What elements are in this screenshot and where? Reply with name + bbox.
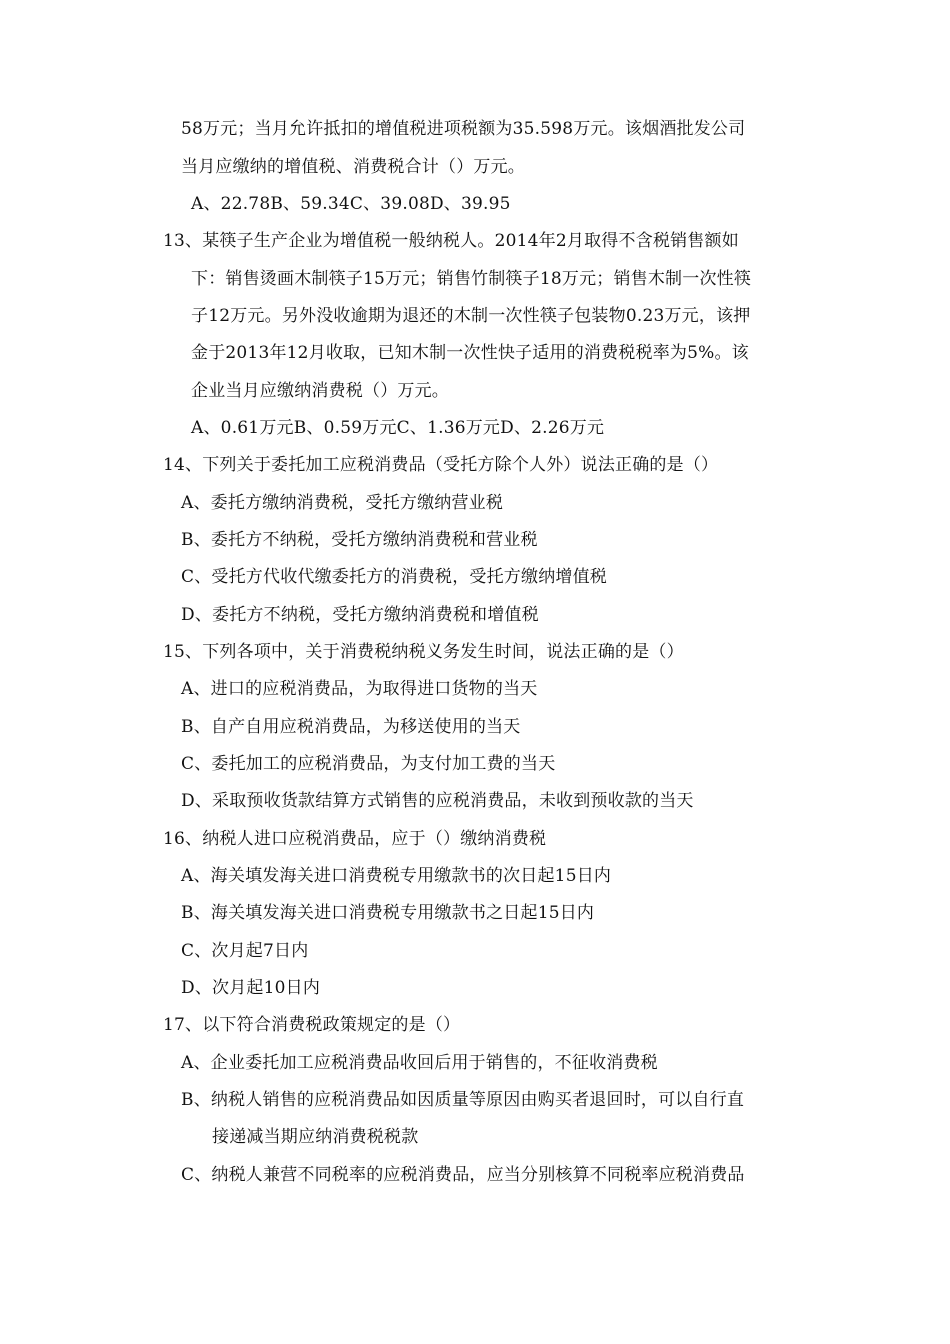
q16-option-a: A、海关填发海关进口消费税专用缴款书的次日起15日内 bbox=[181, 866, 612, 886]
q14-option-b: B、委托方不纳税，受托方缴纳消费税和营业税 bbox=[181, 530, 538, 550]
q14-option-d: D、委托方不纳税，受托方缴纳消费税和增值税 bbox=[181, 605, 539, 625]
q13-stem-line-1: 13、某筷子生产企业为增值税一般纳税人。2014年2月取得不含税销售额如 bbox=[163, 231, 739, 251]
q13-stem-line-4: 金于2013年12月收取，已知木制一次性快子适用的消费税税率为5%。该 bbox=[191, 343, 749, 363]
q17-stem: 17、以下符合消费税政策规定的是（） bbox=[163, 1015, 461, 1035]
q17-option-c: C、纳税人兼营不同税率的应税消费品，应当分别核算不同税率应税消费品 bbox=[181, 1165, 745, 1185]
q12-text-line-1: 58万元；当月允许抵扣的增值税进项税额为35.598万元。该烟酒批发公司 bbox=[181, 119, 746, 139]
q16-stem: 16、纳税人进口应税消费品，应于（）缴纳消费税 bbox=[163, 829, 547, 849]
q13-stem-line-3: 子12万元。另外没收逾期为退还的木制一次性筷子包装物0.23万元，该押 bbox=[191, 306, 751, 326]
q13-stem-line-2: 下：销售烫画木制筷子15万元；销售竹制筷子18万元；销售木制一次性筷 bbox=[191, 269, 752, 289]
q15-option-c: C、委托加工的应税消费品，为支付加工费的当天 bbox=[181, 754, 556, 774]
q17-option-b-line-2: 接递减当期应纳消费税税款 bbox=[212, 1127, 419, 1147]
q16-option-d: D、次月起10日内 bbox=[181, 978, 321, 998]
q17-option-b-line-1: B、纳税人销售的应税消费品如因质量等原因由购买者退回时，可以自行直 bbox=[181, 1090, 745, 1110]
q14-option-c: C、受托方代收代缴委托方的消费税，受托方缴纳增值税 bbox=[181, 567, 608, 587]
q13-options: A、0.61万元B、0.59万元C、1.36万元D、2.26万元 bbox=[191, 418, 605, 438]
q15-option-d: D、采取预收货款结算方式销售的应税消费品，未收到预收款的当天 bbox=[181, 791, 694, 811]
q16-option-c: C、次月起7日内 bbox=[181, 941, 309, 961]
q17-option-a: A、企业委托加工应税消费品收回后用于销售的，不征收消费税 bbox=[181, 1053, 658, 1073]
q12-options: A、22.78B、59.34C、39.08D、39.95 bbox=[191, 194, 511, 214]
q14-option-a: A、委托方缴纳消费税，受托方缴纳营业税 bbox=[181, 493, 504, 513]
q16-option-b: B、海关填发海关进口消费税专用缴款书之日起15日内 bbox=[181, 903, 595, 923]
q15-option-a: A、进口的应税消费品，为取得进口货物的当天 bbox=[181, 679, 538, 699]
q15-option-b: B、自产自用应税消费品，为移送使用的当天 bbox=[181, 717, 521, 737]
q14-stem: 14、下列关于委托加工应税消费品（受托方除个人外）说法正确的是（） bbox=[163, 455, 719, 475]
q15-stem: 15、下列各项中，关于消费税纳税义务发生时间，说法正确的是（） bbox=[163, 642, 684, 662]
q12-text-line-2: 当月应缴纳的增值税、消费税合计（）万元。 bbox=[181, 157, 525, 177]
q13-stem-line-5: 企业当月应缴纳消费税（）万元。 bbox=[191, 381, 449, 401]
